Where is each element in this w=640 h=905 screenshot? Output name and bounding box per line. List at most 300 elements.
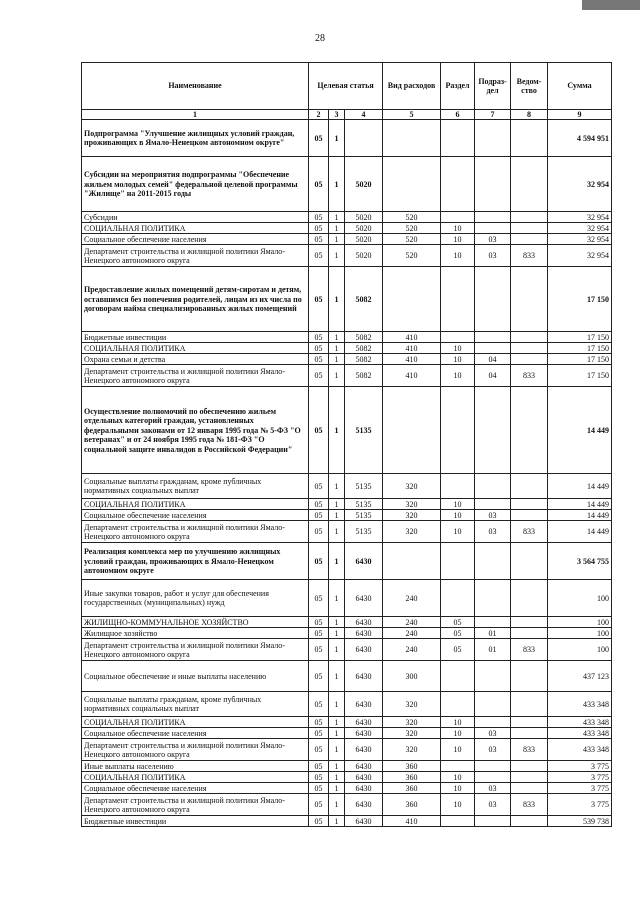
row-subsection xyxy=(475,772,511,783)
row-article-code: 6430 xyxy=(345,728,383,739)
row-amount: 3 775 xyxy=(548,761,612,772)
row-subsection xyxy=(475,692,511,717)
row-section: 05 xyxy=(441,628,475,639)
row-expense-type: 320 xyxy=(383,499,441,510)
row-subprogram-code: 1 xyxy=(329,761,345,772)
row-name: Предоставление жилых помещений детям-сиротам и детям, оставшимся без попечения родителей, лицам из их числа по договорам найма специализированных жилых помещений xyxy=(82,267,309,332)
row-subsection: 03 xyxy=(475,245,511,267)
row-article-code: 5082 xyxy=(345,354,383,365)
scan-corner-mark xyxy=(582,0,640,10)
row-subprogram-code: 1 xyxy=(329,794,345,816)
row-name: СОЦИАЛЬНАЯ ПОЛИТИКА xyxy=(82,772,309,783)
column-index-row xyxy=(82,110,612,120)
table-row xyxy=(82,617,612,628)
row-subsection: 01 xyxy=(475,639,511,661)
row-section: 10 xyxy=(441,234,475,245)
row-expense-type: 360 xyxy=(383,794,441,816)
row-amount: 433 348 xyxy=(548,739,612,761)
column-index: 2 xyxy=(309,110,329,120)
row-department xyxy=(511,223,548,234)
row-department xyxy=(511,728,548,739)
row-expense-type: 410 xyxy=(383,332,441,343)
row-program-code: 05 xyxy=(309,234,329,245)
row-amount: 433 348 xyxy=(548,728,612,739)
row-department xyxy=(511,157,548,212)
row-department: 833 xyxy=(511,739,548,761)
row-subsection: 01 xyxy=(475,628,511,639)
row-program-code: 05 xyxy=(309,223,329,234)
row-expense-type: 520 xyxy=(383,223,441,234)
row-subsection xyxy=(475,661,511,692)
row-name: Социальное обеспечение населения xyxy=(82,234,309,245)
row-subprogram-code: 1 xyxy=(329,474,345,499)
row-subprogram-code: 1 xyxy=(329,234,345,245)
row-name: Социальные выплаты гражданам, кроме публичных нормативных социальных выплат xyxy=(82,692,309,717)
row-name: Иные закупки товаров, работ и услуг для обеспечения государственных (муниципальных) нужд xyxy=(82,580,309,617)
row-article-code: 6430 xyxy=(345,617,383,628)
row-amount: 539 738 xyxy=(548,816,612,827)
row-expense-type: 410 xyxy=(383,343,441,354)
row-section: 10 xyxy=(441,365,475,387)
row-expense-type xyxy=(383,120,441,157)
row-section: 10 xyxy=(441,354,475,365)
row-section xyxy=(441,332,475,343)
row-name: Осуществление полномочий по обеспечению жильем отдельных категорий граждан, установленных федеральными законами от 12 января 1995 года № 5-ФЗ "О ветеранах" и от 24 ноября 1995 года № 181-ФЗ "О социальной защите инвалидов в Российской Федерации" xyxy=(82,387,309,474)
row-name: Департамент строительства и жилищной политики Ямало-Ненецкого автономного округа xyxy=(82,794,309,816)
row-amount: 14 449 xyxy=(548,499,612,510)
row-department xyxy=(511,474,548,499)
row-article-code: 6430 xyxy=(345,543,383,580)
row-article-code: 5135 xyxy=(345,521,383,543)
row-amount: 100 xyxy=(548,639,612,661)
row-program-code: 05 xyxy=(309,365,329,387)
header-section: Раздел xyxy=(441,63,475,110)
row-program-code: 05 xyxy=(309,816,329,827)
table-row xyxy=(82,365,612,387)
row-article-code: 5020 xyxy=(345,212,383,223)
row-name: Социальное обеспечение населения xyxy=(82,510,309,521)
row-subsection: 03 xyxy=(475,234,511,245)
row-subsection xyxy=(475,580,511,617)
row-program-code: 05 xyxy=(309,354,329,365)
row-department xyxy=(511,661,548,692)
table-row xyxy=(82,728,612,739)
row-expense-type: 320 xyxy=(383,739,441,761)
row-amount: 32 954 xyxy=(548,234,612,245)
row-department: 833 xyxy=(511,245,548,267)
table-row xyxy=(82,628,612,639)
row-expense-type: 320 xyxy=(383,474,441,499)
row-amount: 4 594 951 xyxy=(548,120,612,157)
row-article-code: 6430 xyxy=(345,692,383,717)
row-amount: 32 954 xyxy=(548,212,612,223)
column-index: 9 xyxy=(548,110,612,120)
row-article-code: 6430 xyxy=(345,816,383,827)
row-program-code: 05 xyxy=(309,772,329,783)
row-subsection xyxy=(475,617,511,628)
row-expense-type xyxy=(383,543,441,580)
row-section: 10 xyxy=(441,783,475,794)
table-row xyxy=(82,772,612,783)
row-subsection xyxy=(475,157,511,212)
row-article-code xyxy=(345,120,383,157)
row-article-code: 6430 xyxy=(345,783,383,794)
row-section xyxy=(441,761,475,772)
row-section xyxy=(441,692,475,717)
header-target-article: Целевая статья xyxy=(309,63,383,110)
row-expense-type: 320 xyxy=(383,510,441,521)
row-section: 10 xyxy=(441,521,475,543)
row-department xyxy=(511,510,548,521)
table-row xyxy=(82,794,612,816)
row-department: 833 xyxy=(511,521,548,543)
row-department xyxy=(511,354,548,365)
row-amount: 32 954 xyxy=(548,245,612,267)
row-article-code: 5020 xyxy=(345,223,383,234)
row-article-code: 6430 xyxy=(345,580,383,617)
row-expense-type: 320 xyxy=(383,521,441,543)
row-department xyxy=(511,332,548,343)
row-subprogram-code: 1 xyxy=(329,387,345,474)
row-article-code: 5020 xyxy=(345,157,383,212)
table-row xyxy=(82,212,612,223)
row-department xyxy=(511,234,548,245)
row-article-code: 6430 xyxy=(345,772,383,783)
row-expense-type: 240 xyxy=(383,628,441,639)
row-expense-type: 300 xyxy=(383,661,441,692)
row-section: 05 xyxy=(441,617,475,628)
table-row xyxy=(82,510,612,521)
row-subsection xyxy=(475,717,511,728)
table-row xyxy=(82,580,612,617)
row-subprogram-code: 1 xyxy=(329,212,345,223)
row-subprogram-code: 1 xyxy=(329,521,345,543)
row-subprogram-code: 1 xyxy=(329,120,345,157)
budget-table xyxy=(81,62,612,827)
column-index: 6 xyxy=(441,110,475,120)
row-department xyxy=(511,212,548,223)
table-row xyxy=(82,474,612,499)
row-article-code: 6430 xyxy=(345,639,383,661)
row-department xyxy=(511,120,548,157)
row-article-code: 6430 xyxy=(345,761,383,772)
row-program-code: 05 xyxy=(309,739,329,761)
table-row xyxy=(82,717,612,728)
row-section xyxy=(441,474,475,499)
column-index: 3 xyxy=(329,110,345,120)
row-program-code: 05 xyxy=(309,212,329,223)
row-section xyxy=(441,267,475,332)
header-subsection: Подраз-дел xyxy=(475,63,511,110)
row-subsection xyxy=(475,223,511,234)
header-amount: Сумма xyxy=(548,63,612,110)
row-department xyxy=(511,717,548,728)
row-amount: 3 775 xyxy=(548,794,612,816)
row-section: 10 xyxy=(441,739,475,761)
row-program-code: 05 xyxy=(309,245,329,267)
table-body xyxy=(82,120,612,827)
row-subsection xyxy=(475,761,511,772)
table-row xyxy=(82,354,612,365)
row-department xyxy=(511,761,548,772)
row-article-code: 6430 xyxy=(345,628,383,639)
row-section xyxy=(441,212,475,223)
row-subprogram-code: 1 xyxy=(329,717,345,728)
row-section: 10 xyxy=(441,499,475,510)
row-article-code: 5082 xyxy=(345,365,383,387)
row-amount: 3 775 xyxy=(548,783,612,794)
table-row xyxy=(82,661,612,692)
page-number: 28 xyxy=(315,33,325,44)
row-section: 10 xyxy=(441,343,475,354)
row-program-code: 05 xyxy=(309,157,329,212)
row-subsection xyxy=(475,474,511,499)
row-name: Реализация комплекса мер по улучшению жилищных условий граждан, проживающих в Ямало-Ненецком автономном округе xyxy=(82,543,309,580)
row-article-code: 5082 xyxy=(345,267,383,332)
row-program-code: 05 xyxy=(309,267,329,332)
row-expense-type: 410 xyxy=(383,365,441,387)
row-amount: 100 xyxy=(548,617,612,628)
table-row xyxy=(82,761,612,772)
row-program-code: 05 xyxy=(309,628,329,639)
row-article-code: 6430 xyxy=(345,794,383,816)
row-name: Подпрограмма "Улучшение жилищных условий граждан, проживающих в Ямало-Ненецком автономном округе" xyxy=(82,120,309,157)
row-subsection: 03 xyxy=(475,783,511,794)
row-department: 833 xyxy=(511,794,548,816)
row-name: Департамент строительства и жилищной политики Ямало-Ненецкого автономного округа xyxy=(82,739,309,761)
row-subsection xyxy=(475,499,511,510)
row-department xyxy=(511,543,548,580)
row-program-code: 05 xyxy=(309,387,329,474)
row-section: 05 xyxy=(441,639,475,661)
row-section: 10 xyxy=(441,717,475,728)
row-amount: 17 150 xyxy=(548,343,612,354)
row-section: 10 xyxy=(441,510,475,521)
row-department xyxy=(511,783,548,794)
row-amount: 17 150 xyxy=(548,332,612,343)
row-article-code: 5020 xyxy=(345,234,383,245)
row-department: 833 xyxy=(511,365,548,387)
row-expense-type: 410 xyxy=(383,816,441,827)
row-subprogram-code: 1 xyxy=(329,332,345,343)
row-subprogram-code: 1 xyxy=(329,692,345,717)
row-subprogram-code: 1 xyxy=(329,661,345,692)
header-expense-type: Вид расходов xyxy=(383,63,441,110)
row-subprogram-code: 1 xyxy=(329,510,345,521)
row-article-code: 5020 xyxy=(345,245,383,267)
row-expense-type: 360 xyxy=(383,783,441,794)
header-department: Ведом-ство xyxy=(511,63,548,110)
row-program-code: 05 xyxy=(309,332,329,343)
row-name: Социальное обеспечение и иные выплаты населению xyxy=(82,661,309,692)
table-header-row xyxy=(82,63,612,110)
row-program-code: 05 xyxy=(309,783,329,794)
row-article-code: 6430 xyxy=(345,739,383,761)
row-article-code: 5135 xyxy=(345,474,383,499)
row-amount: 437 123 xyxy=(548,661,612,692)
row-expense-type xyxy=(383,157,441,212)
row-expense-type: 520 xyxy=(383,212,441,223)
row-name: Социальное обеспечение населения xyxy=(82,783,309,794)
row-article-code: 5135 xyxy=(345,510,383,521)
row-subprogram-code: 1 xyxy=(329,157,345,212)
table-row xyxy=(82,120,612,157)
row-subsection xyxy=(475,543,511,580)
row-subprogram-code: 1 xyxy=(329,783,345,794)
row-name: ЖИЛИЩНО-КОММУНАЛЬНОЕ ХОЗЯЙСТВО xyxy=(82,617,309,628)
column-index: 4 xyxy=(345,110,383,120)
row-subsection: 03 xyxy=(475,728,511,739)
row-department xyxy=(511,580,548,617)
column-index: 7 xyxy=(475,110,511,120)
row-subprogram-code: 1 xyxy=(329,728,345,739)
row-program-code: 05 xyxy=(309,474,329,499)
row-article-code: 5082 xyxy=(345,343,383,354)
row-name: Департамент строительства и жилищной политики Ямало-Ненецкого автономного округа xyxy=(82,639,309,661)
row-name: СОЦИАЛЬНАЯ ПОЛИТИКА xyxy=(82,223,309,234)
row-subsection xyxy=(475,267,511,332)
row-amount: 17 150 xyxy=(548,365,612,387)
table-row xyxy=(82,332,612,343)
row-name: Социальные выплаты гражданам, кроме публичных нормативных социальных выплат xyxy=(82,474,309,499)
row-section: 10 xyxy=(441,794,475,816)
table-row xyxy=(82,157,612,212)
table-row xyxy=(82,816,612,827)
column-index: 8 xyxy=(511,110,548,120)
row-name: СОЦИАЛЬНАЯ ПОЛИТИКА xyxy=(82,717,309,728)
table-row xyxy=(82,245,612,267)
row-article-code: 5135 xyxy=(345,387,383,474)
row-amount: 32 954 xyxy=(548,223,612,234)
row-program-code: 05 xyxy=(309,120,329,157)
row-department xyxy=(511,387,548,474)
row-article-code: 5135 xyxy=(345,499,383,510)
row-subsection: 03 xyxy=(475,794,511,816)
table-row xyxy=(82,267,612,332)
row-expense-type: 410 xyxy=(383,354,441,365)
table-row xyxy=(82,639,612,661)
table-row xyxy=(82,499,612,510)
row-department xyxy=(511,343,548,354)
row-expense-type xyxy=(383,267,441,332)
row-section xyxy=(441,543,475,580)
row-program-code: 05 xyxy=(309,499,329,510)
row-expense-type: 360 xyxy=(383,772,441,783)
row-name: Бюджетные инвестиции xyxy=(82,332,309,343)
table-row xyxy=(82,739,612,761)
row-subsection xyxy=(475,332,511,343)
row-subprogram-code: 1 xyxy=(329,354,345,365)
row-subsection xyxy=(475,212,511,223)
row-program-code: 05 xyxy=(309,728,329,739)
row-amount: 100 xyxy=(548,580,612,617)
row-program-code: 05 xyxy=(309,761,329,772)
row-subprogram-code: 1 xyxy=(329,739,345,761)
table-row xyxy=(82,543,612,580)
header-name: Наименование xyxy=(82,63,309,110)
row-subprogram-code: 1 xyxy=(329,772,345,783)
row-amount: 100 xyxy=(548,628,612,639)
row-expense-type: 320 xyxy=(383,728,441,739)
row-expense-type: 240 xyxy=(383,580,441,617)
row-section: 10 xyxy=(441,772,475,783)
row-program-code: 05 xyxy=(309,692,329,717)
row-section: 10 xyxy=(441,223,475,234)
column-index: 1 xyxy=(82,110,309,120)
row-amount: 3 564 755 xyxy=(548,543,612,580)
row-program-code: 05 xyxy=(309,639,329,661)
row-program-code: 05 xyxy=(309,717,329,728)
table-row xyxy=(82,234,612,245)
row-section xyxy=(441,387,475,474)
row-amount: 17 150 xyxy=(548,267,612,332)
row-subprogram-code: 1 xyxy=(329,628,345,639)
row-expense-type: 320 xyxy=(383,692,441,717)
row-subsection xyxy=(475,816,511,827)
row-section: 10 xyxy=(441,245,475,267)
row-section xyxy=(441,157,475,212)
row-amount: 32 954 xyxy=(548,157,612,212)
row-subprogram-code: 1 xyxy=(329,816,345,827)
row-subprogram-code: 1 xyxy=(329,343,345,354)
row-expense-type: 240 xyxy=(383,639,441,661)
row-department xyxy=(511,816,548,827)
row-section: 10 xyxy=(441,728,475,739)
row-department xyxy=(511,692,548,717)
row-program-code: 05 xyxy=(309,661,329,692)
row-name: Департамент строительства и жилищной политики Ямало-Ненецкого автономного округа xyxy=(82,365,309,387)
row-amount: 17 150 xyxy=(548,354,612,365)
row-expense-type: 320 xyxy=(383,717,441,728)
row-subsection: 03 xyxy=(475,510,511,521)
row-name: СОЦИАЛЬНАЯ ПОЛИТИКА xyxy=(82,499,309,510)
table-row xyxy=(82,343,612,354)
table-row xyxy=(82,783,612,794)
row-subprogram-code: 1 xyxy=(329,543,345,580)
row-name: Жилищное хозяйство xyxy=(82,628,309,639)
row-department xyxy=(511,772,548,783)
row-name: Социальное обеспечение населения xyxy=(82,728,309,739)
row-section xyxy=(441,120,475,157)
row-amount: 14 449 xyxy=(548,474,612,499)
row-article-code: 6430 xyxy=(345,661,383,692)
row-name: СОЦИАЛЬНАЯ ПОЛИТИКА xyxy=(82,343,309,354)
row-expense-type: 360 xyxy=(383,761,441,772)
row-article-code: 5082 xyxy=(345,332,383,343)
row-subsection: 03 xyxy=(475,739,511,761)
row-program-code: 05 xyxy=(309,521,329,543)
row-subsection xyxy=(475,387,511,474)
row-name: Бюджетные инвестиции xyxy=(82,816,309,827)
row-name: Субсидии на мероприятия подпрограммы "Обеспечение жильем молодых семей" федеральной целевой программы "Жилище" на 2011-2015 годы xyxy=(82,157,309,212)
row-department xyxy=(511,499,548,510)
row-article-code: 6430 xyxy=(345,717,383,728)
row-program-code: 05 xyxy=(309,617,329,628)
row-name: Департамент строительства и жилищной политики Ямало-Ненецкого автономного округа xyxy=(82,521,309,543)
row-section xyxy=(441,580,475,617)
row-subsection xyxy=(475,343,511,354)
row-subsection: 04 xyxy=(475,354,511,365)
row-amount: 14 449 xyxy=(548,510,612,521)
row-program-code: 05 xyxy=(309,343,329,354)
row-amount: 14 449 xyxy=(548,387,612,474)
row-program-code: 05 xyxy=(309,580,329,617)
table-row xyxy=(82,223,612,234)
row-name: Субсидии xyxy=(82,212,309,223)
row-subsection: 04 xyxy=(475,365,511,387)
row-department: 833 xyxy=(511,639,548,661)
row-subprogram-code: 1 xyxy=(329,499,345,510)
